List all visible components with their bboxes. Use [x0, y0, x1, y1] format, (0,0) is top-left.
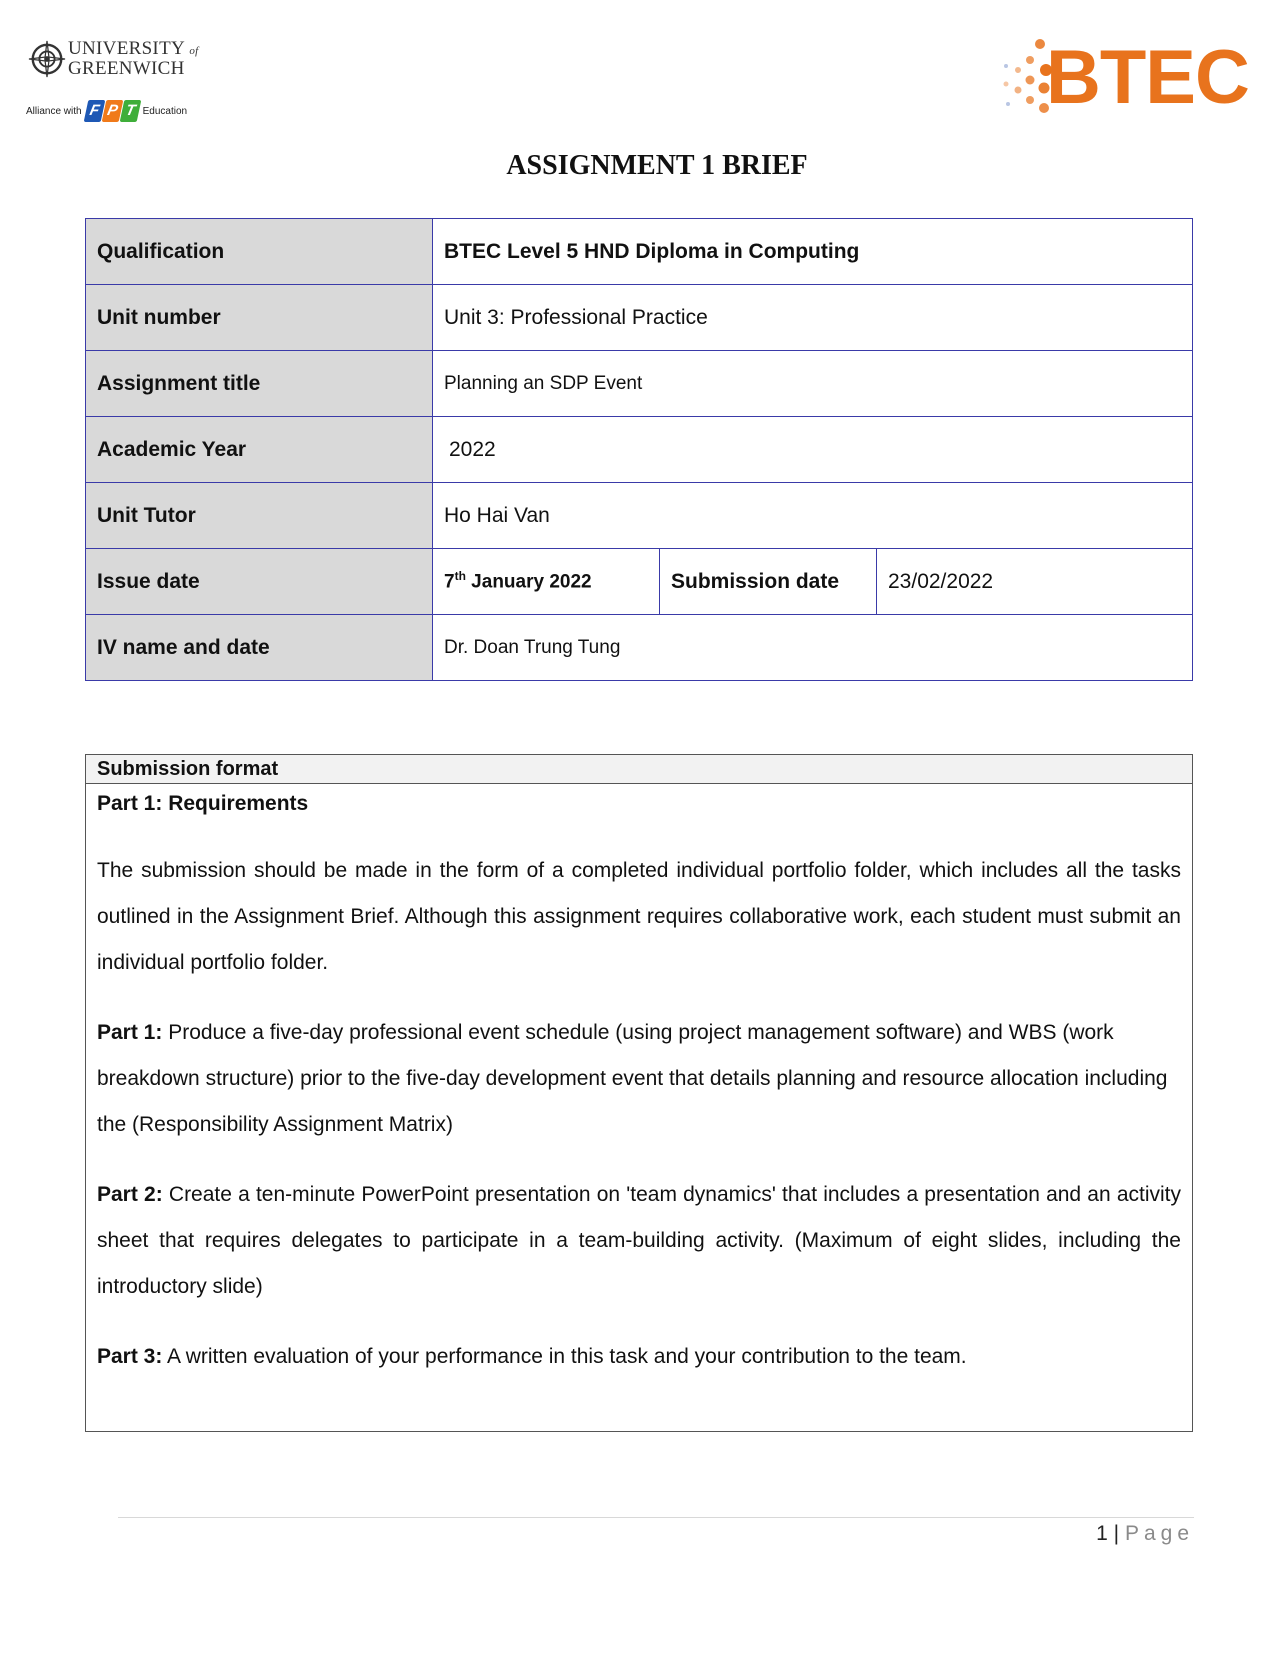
assignment-title-value: Planning an SDP Event [433, 351, 1193, 417]
unit-number-label: Unit number [86, 285, 433, 351]
part-1-text: Produce a five-day professional event schedule (using project management software) and WBS (work breakdown structure) prior to the five-day development event that details planning and resource allocation including the (Responsibility Assignment Matrix) [97, 1021, 1168, 1136]
submission-date-value: 23/02/2022 [877, 549, 1193, 615]
fpt-letter-f: F [83, 100, 105, 122]
university-name [68, 40, 199, 77]
table-row-academic-year [86, 417, 1193, 483]
academic-year-label: Academic Year [86, 417, 433, 483]
qualification-value: BTEC Level 5 HND Diploma in Computing [433, 219, 1193, 285]
part-2-label: Part 2: [97, 1183, 163, 1206]
fpt-letter-p: P [101, 100, 123, 122]
submission-format-box [85, 754, 1193, 1432]
qualification-label: Qualification [86, 219, 433, 285]
part-2-text: Create a ten-minute PowerPoint presentation on 'team dynamics' that includes a presentation and an activity sheet that requires delegates to participate in a team-building activity. (Maximum of eight slides, including the introductory slide) [97, 1183, 1182, 1298]
part-1-description [97, 1010, 1181, 1148]
page-number-footer [1070, 1522, 1194, 1546]
table-row-unit-number [86, 285, 1193, 351]
issue-date-day: 7 [444, 571, 455, 593]
table-row-assignment-title [86, 351, 1193, 417]
requirements-title: Part 1: Requirements [97, 792, 309, 815]
university-line2: GREENWICH [68, 58, 185, 79]
iv-name-value: Dr. Doan Trung Tung [433, 615, 1193, 681]
table-row-unit-tutor [86, 483, 1193, 549]
footer-divider [118, 1517, 1194, 1518]
issue-date-ordinal: th [454, 569, 466, 584]
university-of-greenwich-logo [26, 38, 226, 124]
alliance-line [26, 100, 187, 122]
unit-tutor-value: Ho Hai Van [433, 483, 1193, 549]
university-line1: UNIVERSITY [68, 38, 185, 59]
compass-emblem-icon [28, 40, 66, 78]
issue-date-label: Issue date [86, 549, 433, 615]
university-of: of [189, 45, 199, 57]
academic-year-value: 2022 [433, 417, 1193, 483]
issue-date-value [433, 549, 660, 615]
fpt-letter-t: T [119, 100, 141, 122]
part-1-label: Part 1: [97, 1021, 163, 1044]
part-3-text: A written evaluation of your performance in this task and your contribution to the team. [162, 1345, 967, 1368]
document-title: ASSIGNMENT 1 BRIEF [506, 150, 808, 181]
part-3-description [97, 1334, 1181, 1380]
table-row-iv-name [86, 615, 1193, 681]
btec-wordmark: BTEC [1046, 35, 1249, 120]
btec-logo [1000, 36, 1260, 118]
unit-number-value: Unit 3: Professional Practice [433, 285, 1193, 351]
page-separator: | [1113, 1522, 1120, 1545]
page-word: Page [1124, 1522, 1194, 1545]
education-text: Education [142, 105, 188, 117]
part-2-description [97, 1172, 1181, 1310]
assignment-info-table [85, 218, 1193, 681]
submission-format-body [97, 788, 1181, 1380]
unit-tutor-label: Unit Tutor [86, 483, 433, 549]
submission-intro: The submission should be made in the form of a completed individual portfolio folder, which includes all the tasks outlined in the Assignment Brief. Although this assignment requires collaborative work, each student must submit an individual portfolio folder. [97, 859, 1181, 974]
table-row-qualification [86, 219, 1193, 285]
submission-date-label: Submission date [660, 549, 877, 615]
part-3-label: Part 3: [97, 1345, 163, 1368]
alliance-text: Alliance with [26, 105, 82, 117]
assignment-title-label: Assignment title [86, 351, 433, 417]
page-number: 1 [1096, 1522, 1108, 1545]
table-row-issue-date [86, 549, 1193, 615]
submission-format-header: Submission format [86, 755, 1192, 784]
iv-name-label: IV name and date [86, 615, 433, 681]
fpt-logo [86, 100, 139, 122]
issue-date-month-year: January 2022 [465, 571, 592, 593]
